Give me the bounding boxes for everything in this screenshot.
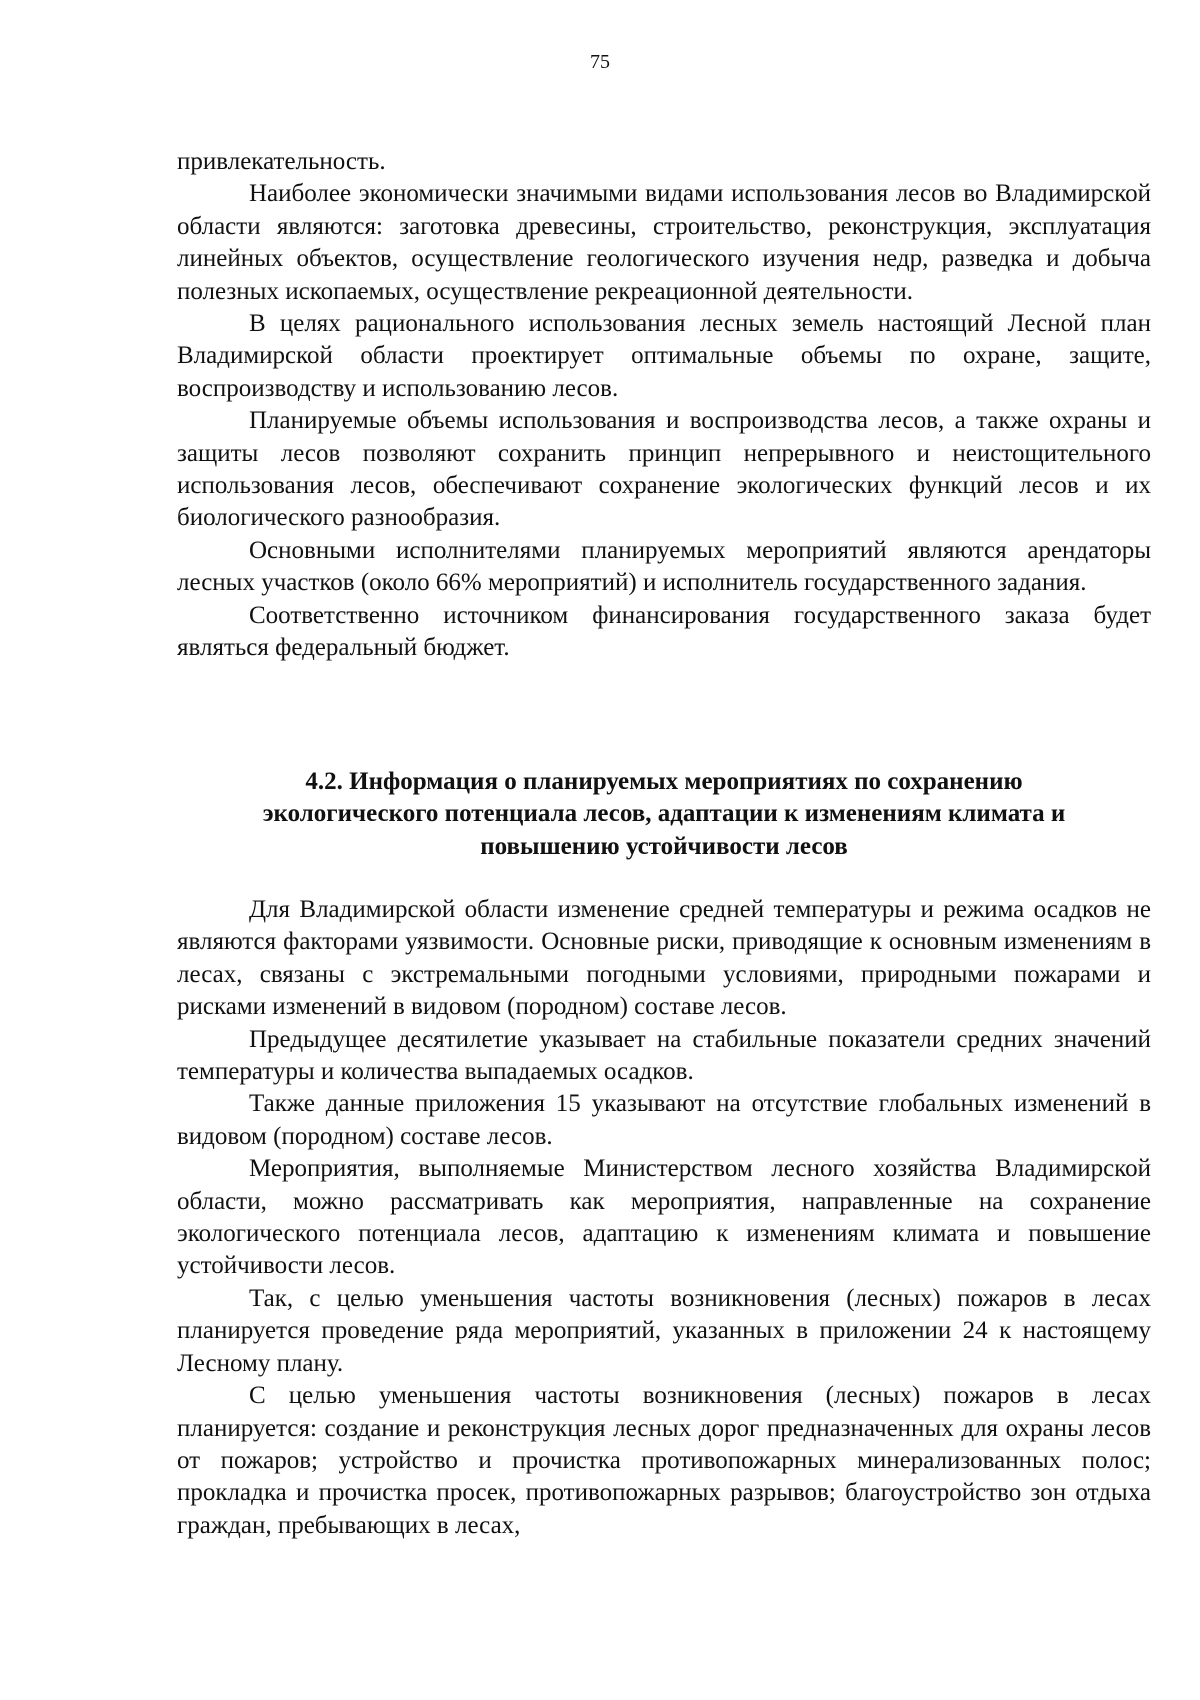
paragraph-rational-use: В целях рационального использования лесных земель настоящий Лесной план Владимирской области проектирует оптимальные объемы по охране, защите, воспроизводству и использованию лесов. [177, 310, 1151, 402]
section-heading [177, 766, 1151, 863]
paragraph-climate-risks: Для Владимирской области изменение средней температуры и режима осадков не являются факторами уязвимости. Основные риски, приводящие к основным изменениям в лесах, связаны с экстремальными погодными условиями, природными пожарами и рисками изменений в видовом (породном) составе лесов. [177, 896, 1151, 1021]
paragraph-previous-decade: Предыдущее десятилетие указывает на стабильные показатели средних значений температуры и количества выпадаемых осадков. [177, 1025, 1151, 1086]
paragraph-forest-use-types: Наиболее экономически значимыми видами использования лесов во Владимирской области являются: заготовка древесины, строительство, реконструкция, эксплуатация линейных объектов, осуществление геологического изучения недр, разведка и добыча полезных ископаемых, осуществление рекреационной деятельности. [177, 180, 1151, 305]
section-heading-line-2: экологического потенциала лесов, адаптации к изменениям климата и [262, 800, 1066, 828]
paragraph-financing: Соответственно источником финансирования государственного заказа будет являться федеральный бюджет. [177, 601, 1151, 662]
page-number: 75 [590, 51, 610, 73]
paragraph-ministry-measures: Мероприятия, выполняемые Министерством лесного хозяйства Владимирской области, можно рассматривать как мероприятия, направленные на сохранение экологического потенциала лесов, адаптацию к изменениям климата и повышение устойчивости лесов. [177, 1155, 1151, 1280]
body-text-top [177, 146, 1151, 665]
paragraph-continuation: привлекательность. [177, 148, 386, 175]
paragraph-planned-volumes: Планируемые объемы использования и воспроизводства лесов, а также охраны и защиты лесов позволяют сохранить принцип непрерывного и неистощительного использования лесов, обеспечивают сохранение экологических функций лесов и их биологического разнообразия. [177, 407, 1151, 532]
paragraph-executors: Основными исполнителями планируемых мероприятий являются арендаторы лесных участков (около 66% мероприятий) и исполнитель государственного задания. [177, 536, 1151, 597]
paragraph-appendix-15: Также данные приложения 15 указывают на отсутствие глобальных изменений в видовом (породном) составе лесов. [177, 1090, 1151, 1150]
paragraph-fire-prevention: С целью уменьшения частоты возникновения (лесных) пожаров в лесах планируется: создание и реконструкция лесных дорог предназначенных для охраны лесов от пожаров; устройство и прочистка противопожарных минерализованных полос; прокладка и прочистка просек, противопожарных разрывов; благоустройство зон отдыха граждан, пребывающих в лесах, [177, 1382, 1151, 1539]
body-text-bottom [177, 894, 1151, 1542]
paragraph-appendix-24: Так, с целью уменьшения частоты возникновения (лесных) пожаров в лесах планируется проведение ряда мероприятий, указанных в приложении 24 к настоящему Лесному плану. [177, 1284, 1151, 1377]
section-heading-line-3: повышению устойчивости лесов [480, 832, 848, 860]
section-heading-line-1: 4.2. Информация о планируемых мероприятиях по сохранению [305, 768, 1023, 795]
